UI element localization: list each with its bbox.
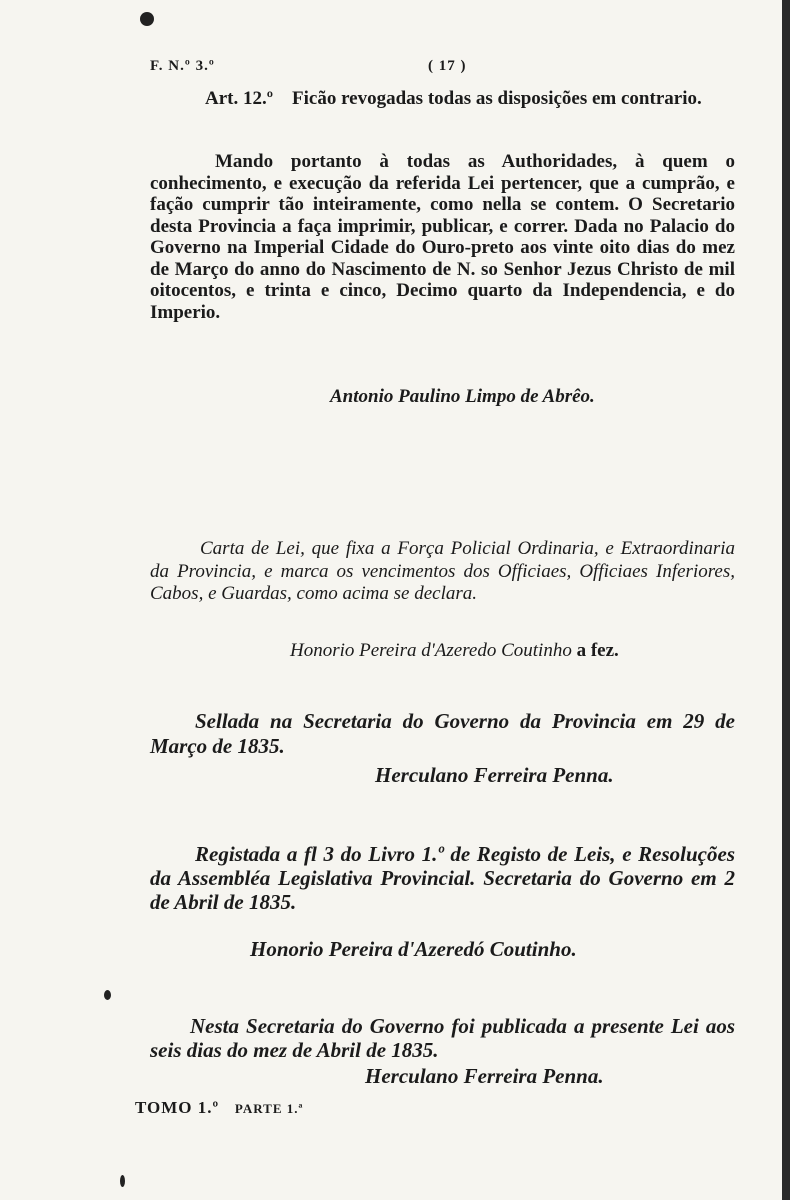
decree-signer: Antonio Paulino Limpo de Abrêo. bbox=[330, 386, 595, 407]
ink-smudge bbox=[104, 990, 111, 1000]
registada-paragraph bbox=[150, 842, 735, 914]
ink-smudge bbox=[140, 12, 154, 26]
article-text: Ficão revogadas todas as disposições em contrario. bbox=[292, 88, 702, 109]
ink-smudge bbox=[120, 1175, 125, 1187]
carta-signer bbox=[290, 640, 619, 662]
publicada-signer: Herculano Ferreira Penna. bbox=[365, 1064, 604, 1088]
footer-parte: PARTE 1.ª bbox=[234, 1101, 304, 1116]
carta-signer-name: Honorio Pereira d'Azeredo Coutinho bbox=[290, 640, 572, 661]
article-paragraph bbox=[150, 88, 735, 110]
footer-tomo: TOMO 1.º bbox=[135, 1098, 220, 1117]
article-label: Art. 12.º bbox=[205, 88, 274, 109]
sellada-text: Sellada na Secretaria do Governo da Provincia em 29 de Março de 1835. bbox=[150, 709, 735, 758]
publicada-text: Nesta Secretaria do Governo foi publicada a presente Lei aos seis dias do mez de Abril de 1835. bbox=[150, 1014, 735, 1062]
registada-text: Registada a fl 3 do Livro 1.º de Registo de Leis, e Resoluções da Assembléa Legislativa Provincial. Secretaria do Governo em 2 de Abril de 1835. bbox=[150, 842, 735, 914]
sellada-paragraph bbox=[150, 709, 735, 759]
carta-signer-suffix: a fez. bbox=[576, 640, 619, 661]
carta-text: Carta de Lei, que fixa a Força Policial Ordinaria, e Extraordinaria da Provincia, e marca os vencimentos dos Officiaes, Officiaes Inferiores, Cabos, e Guardas, como acima se declara. bbox=[150, 538, 735, 604]
decree-text: Mando portanto à todas as Authoridades, à quem o conhecimento, e execução da referida Lei pertencer, que a cumprão, e fação cumprir tão inteiramente, como nella se contem. O Secretario desta Provincia a faça imprimir, publicar, e correr. Dada no Palacio do Governo na Imperial Cidade do Ouro-preto aos vinte oito dias do mez de Março do anno do Nascimento de N. so Senhor Jezus Christo de mil oitocentos, e trinta e cinco, Decimo quarto da Independencia, e do Imperio. bbox=[150, 151, 735, 323]
page-footer bbox=[135, 1098, 303, 1118]
page-number: ( 17 ) bbox=[428, 58, 467, 74]
sellada-signer: Herculano Ferreira Penna. bbox=[375, 763, 614, 787]
signature-mark: F. N.º 3.º bbox=[150, 58, 215, 74]
publicada-paragraph bbox=[150, 1014, 735, 1062]
decree-paragraph bbox=[150, 151, 735, 323]
registada-signer: Honorio Pereira d'Azeredó Coutinho. bbox=[250, 937, 577, 961]
page-edge-shadow bbox=[782, 0, 790, 1200]
carta-paragraph bbox=[150, 538, 735, 606]
